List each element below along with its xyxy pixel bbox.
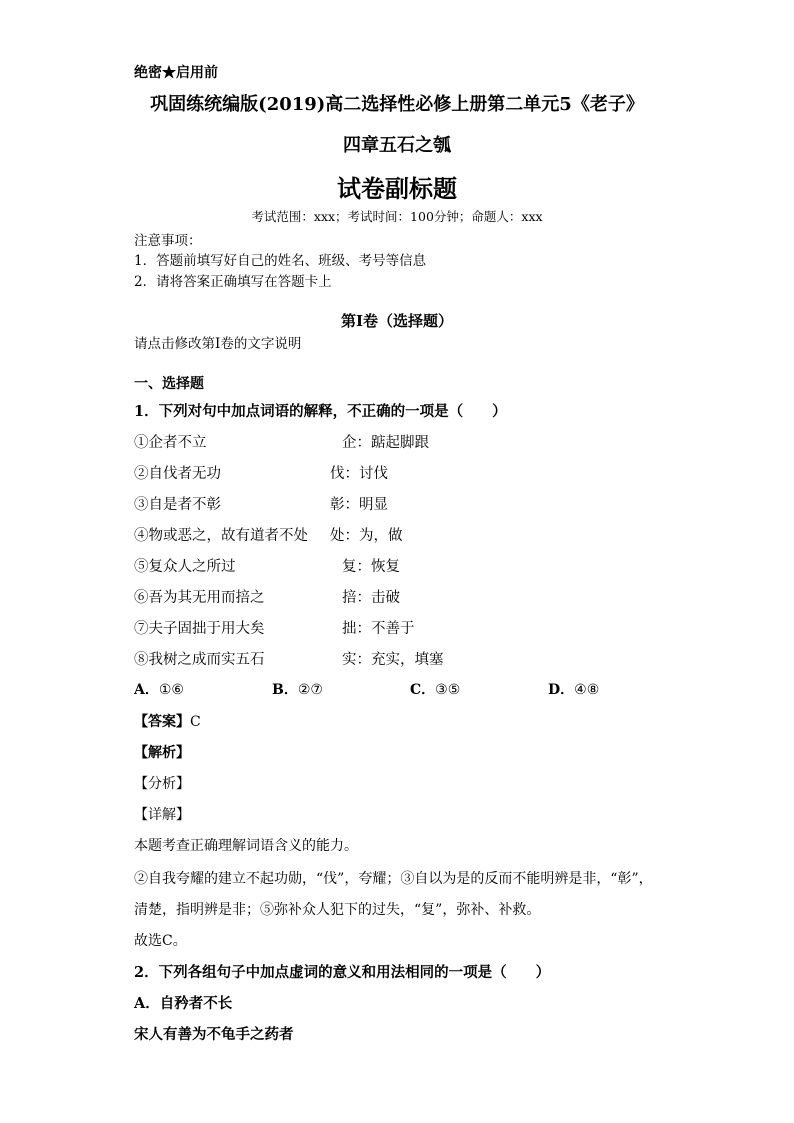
item-gloss: 彰：明显 bbox=[330, 497, 388, 513]
confidential-label: 绝密★启用前 bbox=[134, 65, 218, 81]
answer-label: 【答案】 bbox=[134, 714, 190, 730]
option-text: 自矜者不长 bbox=[159, 995, 233, 1012]
item-sentence: ④物或恶之，故有道者不处 bbox=[134, 528, 308, 544]
question1-option-d[interactable] bbox=[548, 679, 599, 699]
item-gloss: 拙：不善于 bbox=[342, 621, 415, 637]
item-sentence: ⑦夫子固拙于用大矣 bbox=[134, 621, 265, 637]
detail-line-4: 故选C。 bbox=[134, 933, 187, 949]
question1-analysis-label: 【解析】 bbox=[134, 745, 190, 761]
item-sentence: ⑥吾为其无用而掊之 bbox=[134, 590, 265, 606]
question2-option-a[interactable] bbox=[134, 992, 232, 1013]
question1-option-a[interactable] bbox=[134, 679, 184, 699]
item-gloss: 掊：击破 bbox=[342, 590, 400, 606]
detail-line-1: 本题考查正确理解词语含义的能力。 bbox=[134, 838, 358, 854]
detail-line-2: ②自我夸耀的建立不起功勋，“伐”，夸耀；③自以为是的反而不能明辨是非，“彰”， bbox=[134, 871, 653, 887]
notice-item-2: 2．请将答案正确填写在答题卡上 bbox=[134, 274, 332, 290]
answer-value: C bbox=[190, 714, 201, 730]
option-letter: B． bbox=[272, 682, 298, 698]
option-letter: A． bbox=[134, 682, 159, 698]
option-letter: C． bbox=[410, 682, 436, 698]
item-sentence: ⑤复众人之所过 bbox=[134, 559, 236, 575]
option-text: ①⑥ bbox=[158, 682, 184, 698]
item-gloss: 处：为，做 bbox=[330, 528, 403, 544]
part1-description: 请点击修改第I卷的文字说明 bbox=[134, 336, 302, 352]
question1-option-c[interactable] bbox=[410, 679, 460, 699]
option-letter: A． bbox=[134, 995, 160, 1012]
exam-title-line2: 四章五石之瓠 bbox=[343, 135, 451, 156]
question2-stem: 2．下列各组句子中加点虚词的意义和用法相同的一项是（ ） bbox=[134, 964, 551, 981]
section1-title: 一、选择题 bbox=[134, 376, 204, 392]
question1-stem: 1．下列对句中加点词语的解释，不正确的一项是（ ） bbox=[134, 403, 507, 420]
question1-answer bbox=[134, 711, 201, 731]
item-sentence: ③自是者不彰 bbox=[134, 497, 221, 513]
question1-detail-label: 【详解】 bbox=[134, 807, 190, 823]
item-sentence: ②自伐者无功 bbox=[134, 466, 221, 482]
part1-title: 第I卷（选择题） bbox=[340, 312, 454, 330]
option-text: ③⑤ bbox=[435, 682, 461, 698]
notice-item-1: 1．答题前填写好自己的姓名、班级、考号等信息 bbox=[134, 253, 427, 269]
option-text: ②⑦ bbox=[297, 682, 323, 698]
item-gloss: 实：充实，填塞 bbox=[342, 652, 444, 668]
item-sentence: ①企者不立 bbox=[134, 435, 207, 451]
exam-subtitle: 试卷副标题 bbox=[337, 174, 457, 203]
exam-title-line1: 巩固练统编版(2019)高二选择性必修上册第二单元5《老子》 bbox=[150, 94, 644, 115]
question1-option-b[interactable] bbox=[272, 679, 323, 699]
option-text: ④⑧ bbox=[574, 682, 600, 698]
item-gloss: 复：恢复 bbox=[342, 559, 400, 575]
option-letter: D． bbox=[548, 682, 575, 698]
question2-option-a-line2: 宋人有善为不龟手之药者 bbox=[134, 1026, 294, 1043]
item-gloss: 伐：讨伐 bbox=[330, 466, 388, 482]
item-sentence: ⑧我树之成而实五石 bbox=[134, 652, 265, 668]
detail-line-3: 清楚，指明辨是非；⑤弥补众人犯下的过失，“复”，弥补、补救。 bbox=[134, 902, 541, 918]
item-gloss: 企：踮起脚跟 bbox=[342, 435, 429, 451]
exam-info: 考试范围：xxx；考试时间：100分钟；命题人：xxx bbox=[251, 209, 543, 224]
notice-heading: 注意事项： bbox=[134, 233, 202, 249]
question1-fenxi-label: 【分析】 bbox=[134, 776, 190, 792]
